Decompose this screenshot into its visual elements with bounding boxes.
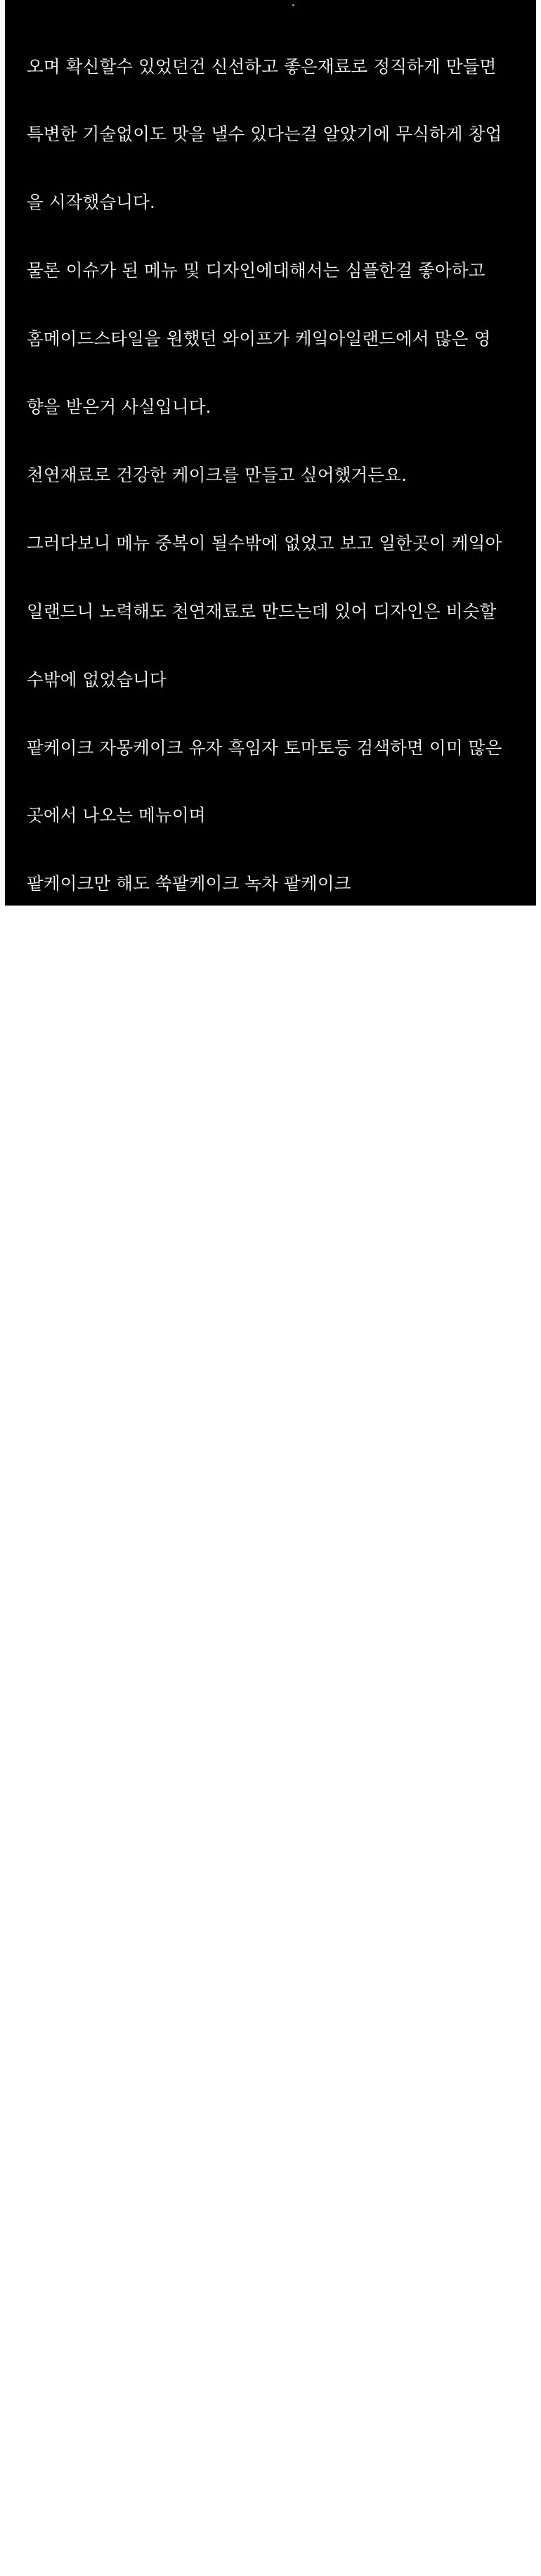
message-line: 거 xyxy=(27,1213,44,1235)
message-line: 계속해서 연구하며 바꾸려고 계속 노력해왔습니다 xyxy=(27,1350,402,1371)
scroll-indicator-dot xyxy=(292,4,294,6)
message-line: 다. xyxy=(27,1486,49,1507)
message-line: 어보고 인테리어 보고 하지않으시나요? xyxy=(27,1895,322,1916)
message-line: 소통해왔다는 말 많이 했었습니다 xyxy=(27,2303,279,2324)
message-line: 그러다보니 메뉴 중복이 될수밖에 없었고 보고 일한곳이 케잌아 xyxy=(27,532,502,553)
message-line: 슬로건이여. 저희도 아이를 키우고 있습니다. xyxy=(27,1554,363,1576)
message-line: 일랜드니 노력해도 천연재료로 만드는데 있어 디자인은 비슷할 xyxy=(27,600,497,622)
message-line: 홈메이드스타일을 원했던 와이프가 케잌아일랜드에서 많은 영 xyxy=(27,328,491,349)
message-line: 시도 이미 소장하고 있었으며 접시브랜드에 대해 사장님과 자주 xyxy=(27,2236,502,2257)
message-body xyxy=(27,10,518,2576)
message-line: 가장 중요한게 메뉴 구성인데 인정합니다. xyxy=(27,1077,340,1098)
message-line: 적인 부분, 케잌맛에 대한 조언도 조심스럽게 드렸었다구하구 xyxy=(27,2440,485,2461)
message-line: 을 시작했습니다. xyxy=(27,192,156,213)
message-line: 오며 확신할수 있었던건 신선하고 좋은재료로 정직하게 만들면 xyxy=(27,56,497,77)
message-line: 요. xyxy=(27,2508,49,2529)
message-line: 곳에서 나오는 메뉴이며 xyxy=(27,805,206,826)
message-line: 물론 이슈가 된 메뉴 및 디자인에대해서는 심플한걸 좋아하고 xyxy=(27,260,485,281)
message-line: 저희 상호 마망케이크 뜻처럼 엄마가 만들기에 그렇게 쓴겁니 xyxy=(27,1690,485,1711)
message-line: 맛은 엄마라면 다들원하는 달지않은 맛 그냥 그렇게 만든 겁니 xyxy=(27,1418,491,1439)
message-line: 좋은것만 담고 싶은 마음 모든 자영업자분들 생각하실꺼 같은데 xyxy=(27,1963,502,1984)
message-line: 케잌아일랜드에서 근무하는 동안 사장님께 아주소소한 디자인 xyxy=(27,2371,491,2393)
message-line: 수밖에 없었습니다 xyxy=(27,669,167,690)
message-line: 향을 받은거 사실입니다. xyxy=(27,397,211,418)
message-line: 접시나 식물들 말씀하시는데 원래 창업할때 잘되는가게 가서 먹 xyxy=(27,1827,502,1848)
message-line: 관심은 늘 접시브랜드와 빈티지 그릇들 입니다 같은 브랜드 접 xyxy=(27,2168,491,2189)
message-line: 창업초기 케잌아일랜드에서 판매중인 메뉴 구성으로 시작했던 xyxy=(27,1145,491,1166)
message-line: 연습하는 동안 저와 아이들은 엄청난 케이크를 먹어왔지요. xyxy=(27,1623,469,1644)
message-line: 토마토라임 등등 xyxy=(27,941,150,962)
message-panel xyxy=(5,0,536,2529)
message-line: 천연재료로 건강한 케이크를 만들고 싶어했거든요. xyxy=(27,464,408,485)
message-line: 당근케이크는 검색만 해보셔도 거기서 거기인거 아실껍니다. xyxy=(27,1010,480,1031)
message-line: 팥케이크만 해도 쑥팥케이크 녹차 팥케이크 xyxy=(27,873,351,894)
message-line: 다. xyxy=(27,1758,49,1779)
message-line: 하지만 저희가 자신있는 신메뉴 만들고 맛과 디자인도 xyxy=(27,1282,429,1303)
message-line: 특변한 기술없이도 맛을 낼수 있다는걸 알았기에 무식하게 창업 xyxy=(27,124,502,145)
message-line: 너무 똑같아서 그런 말씀 하시는 건가요? xyxy=(27,2031,333,2052)
message-line: 근무 전부터 접시와 잔에 관심 많았던 와이프였고 당근마켓에 xyxy=(27,2099,485,2120)
message-line: 팥케이크 자몽케이크 유자 흑임자 토마토등 검색하면 이미 많은 xyxy=(27,737,502,758)
